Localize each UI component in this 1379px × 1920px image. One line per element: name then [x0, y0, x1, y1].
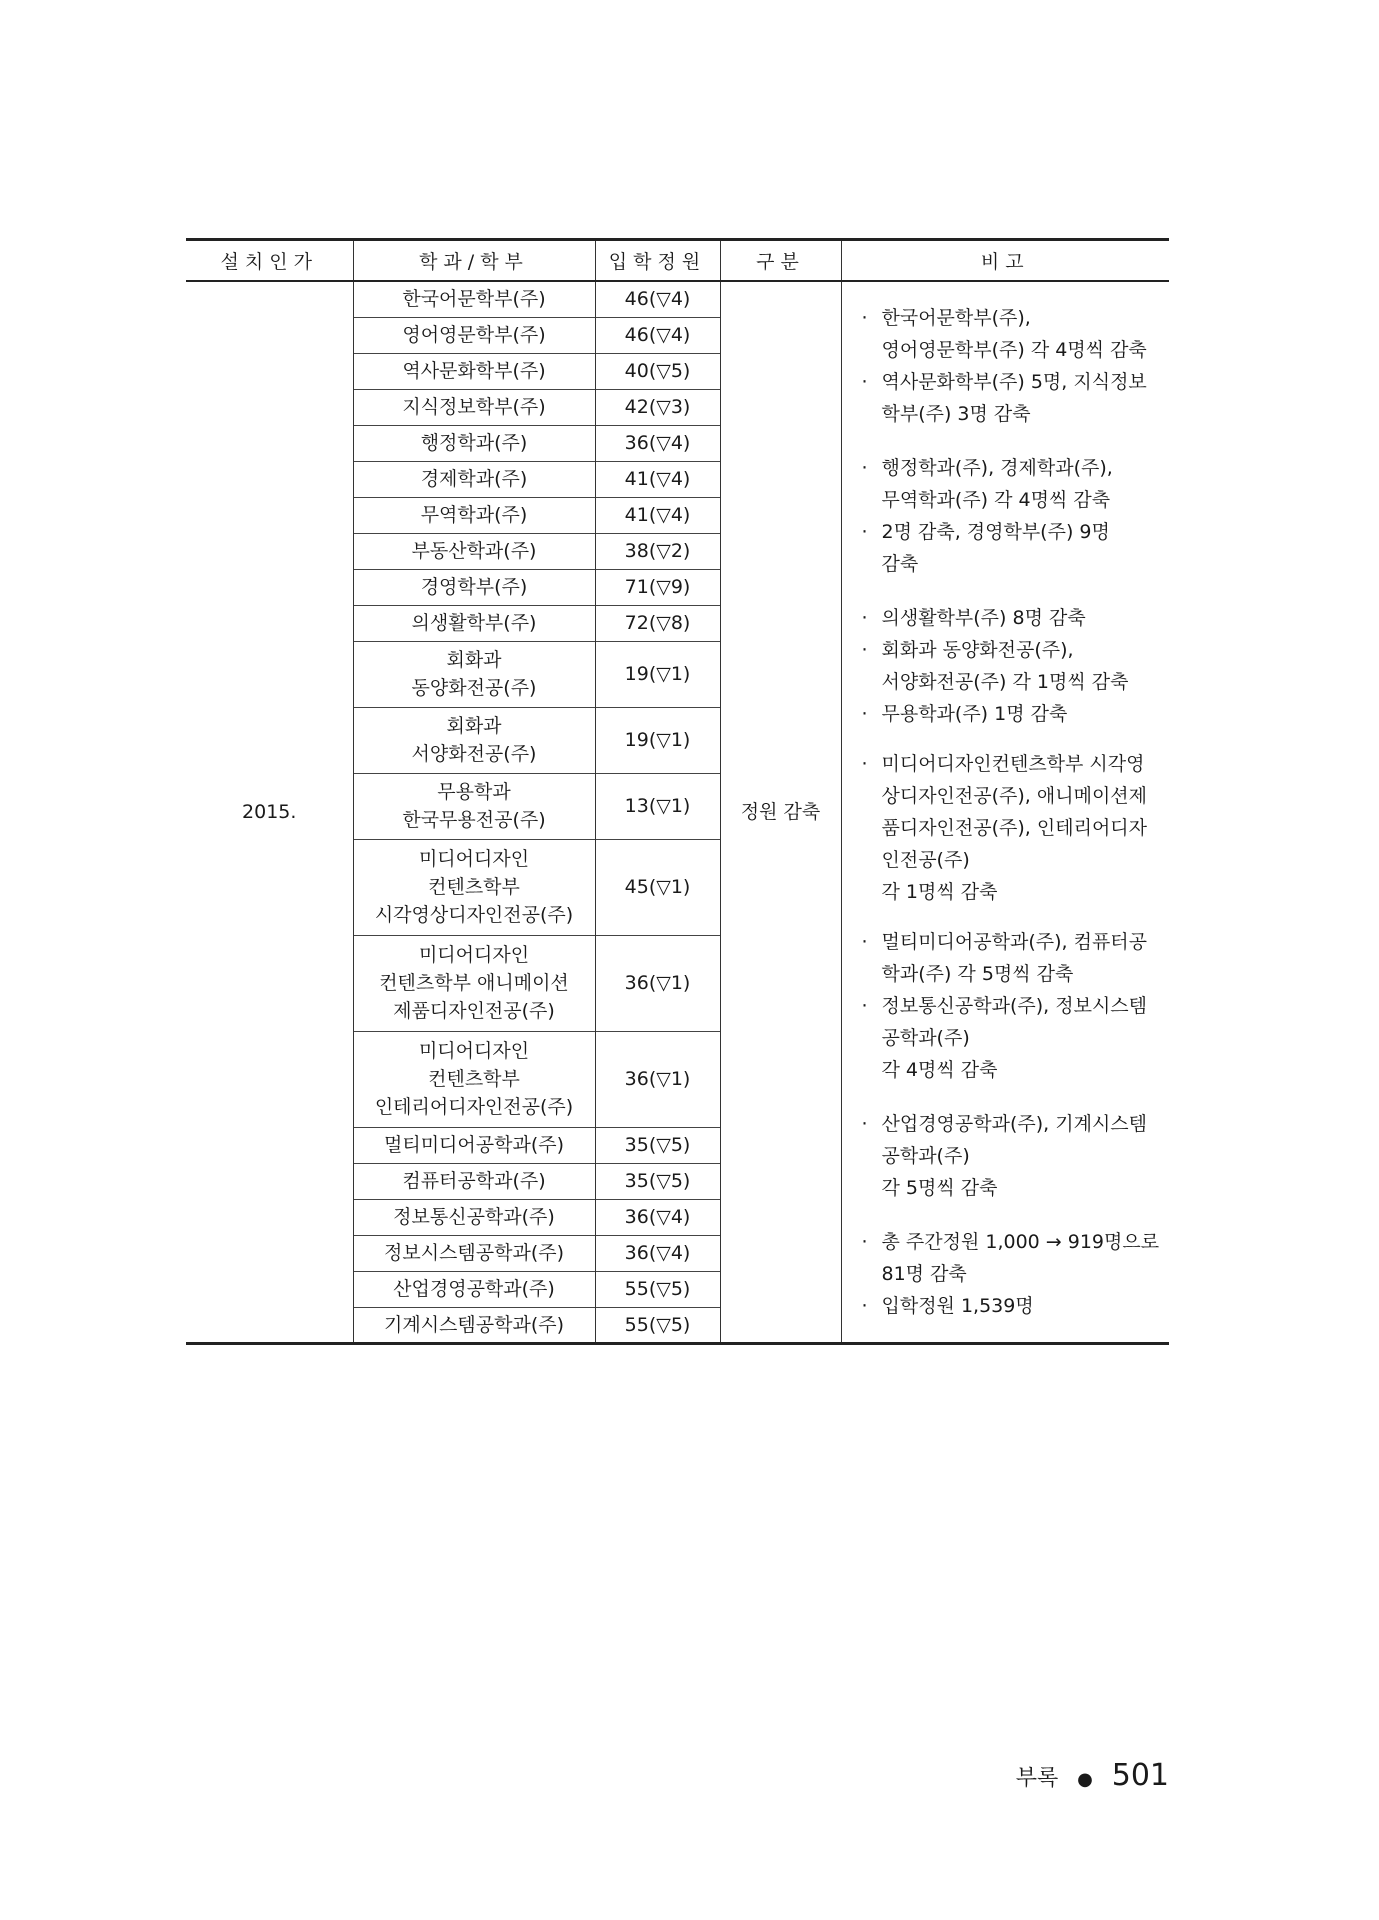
remark-text: 회화과 동양화전공(주), 서양화전공(주) 각 1명씩 감축 [881, 639, 1129, 693]
bullet-icon: · [861, 995, 868, 1017]
department-cell: 경제학과(주) [353, 461, 595, 497]
remark-text: 의생활학부(주) 8명 감축 [881, 607, 1086, 629]
quota-cell: 13(▽1) [595, 773, 720, 839]
quota-cell: 55(▽5) [595, 1271, 720, 1307]
department-cell: 정보통신공학과(주) [353, 1199, 595, 1235]
remark-text: 역사문화학부(주) 5명, 지식정보 학부(주) 3명 감축 [881, 371, 1147, 425]
department-cell: 미디어디자인 컨텐츠학부 애니메이션 제품디자인전공(주) [353, 935, 595, 1031]
quota-cell: 41(▽4) [595, 497, 720, 533]
remark-group [860, 452, 1164, 580]
remarks-cell [841, 281, 1169, 1343]
department-cell: 정보시스템공학과(주) [353, 1235, 595, 1271]
quota-cell: 35(▽5) [595, 1163, 720, 1199]
remark-group [860, 1108, 1164, 1204]
remark-group [860, 602, 1164, 730]
page-footer [1016, 1758, 1169, 1793]
bullet-icon: · [861, 639, 868, 661]
department-cell: 역사문화학부(주) [353, 353, 595, 389]
remark-text: 멀티미디어공학과(주), 컴퓨터공 학과(주) 각 5명씩 감축 [881, 931, 1148, 985]
bullet-icon: · [861, 371, 868, 393]
department-cell: 멀티미디어공학과(주) [353, 1127, 595, 1163]
remark-group [860, 748, 1164, 908]
bullet-icon: · [861, 753, 868, 775]
quota-cell: 19(▽1) [595, 641, 720, 707]
quota-table [186, 238, 1169, 1345]
remark-text: 총 주간정원 1,000 → 919명으로 81명 감축 [881, 1231, 1160, 1285]
bullet-icon: · [861, 307, 868, 329]
department-cell: 행정학과(주) [353, 425, 595, 461]
remark-text: 입학정원 1,539명 [881, 1295, 1034, 1317]
quota-cell: 19(▽1) [595, 707, 720, 773]
quota-table-wrapper [186, 238, 1169, 1345]
quota-cell: 36(▽4) [595, 1199, 720, 1235]
remark-item [860, 366, 1164, 430]
quota-cell: 36(▽4) [595, 425, 720, 461]
department-cell: 기계시스템공학과(주) [353, 1307, 595, 1343]
department-cell: 지식정보학부(주) [353, 389, 595, 425]
remark-item [860, 1226, 1164, 1290]
approval-year-cell: 2015. [186, 281, 353, 1343]
bullet-icon: · [861, 607, 868, 629]
table-body [186, 281, 1169, 1343]
footer-bullet-icon: ● [1077, 1769, 1093, 1790]
header-department: 학과/학부 [353, 240, 595, 282]
table-header-row [186, 240, 1169, 282]
remark-text: 산업경영공학과(주), 기계시스템 공학과(주) 각 5명씩 감축 [881, 1113, 1148, 1199]
remark-text: 정보통신공학과(주), 정보시스템 공학과(주) 각 4명씩 감축 [881, 995, 1148, 1081]
remark-text: 2명 감축, 경영학부(주) 9명 감축 [881, 521, 1110, 575]
department-cell: 컴퓨터공학과(주) [353, 1163, 595, 1199]
department-cell: 한국어문학부(주) [353, 281, 595, 317]
quota-cell: 71(▽9) [595, 569, 720, 605]
remark-item [860, 602, 1164, 634]
remark-group [860, 302, 1164, 430]
remark-item [860, 302, 1164, 366]
remark-item [860, 516, 1164, 580]
remark-item [860, 1108, 1164, 1204]
remark-group [860, 1226, 1164, 1322]
quota-cell: 40(▽5) [595, 353, 720, 389]
remark-item [860, 452, 1164, 516]
bullet-icon: · [861, 1113, 868, 1135]
quota-cell: 38(▽2) [595, 533, 720, 569]
remark-group [860, 926, 1164, 1086]
page-number: 501 [1111, 1758, 1169, 1793]
quota-cell: 35(▽5) [595, 1127, 720, 1163]
department-cell: 무역학과(주) [353, 497, 595, 533]
department-cell: 미디어디자인 컨텐츠학부 시각영상디자인전공(주) [353, 839, 595, 935]
quota-cell: 36(▽1) [595, 1031, 720, 1127]
quota-cell: 55(▽5) [595, 1307, 720, 1343]
department-cell: 부동산학과(주) [353, 533, 595, 569]
quota-cell: 36(▽1) [595, 935, 720, 1031]
department-cell: 경영학부(주) [353, 569, 595, 605]
remark-item [860, 1290, 1164, 1322]
bullet-icon: · [861, 1231, 868, 1253]
bullet-icon: · [861, 521, 868, 543]
bullet-icon: · [861, 1295, 868, 1317]
header-category: 구분 [720, 240, 841, 282]
footer-label: 부록 [1015, 1766, 1059, 1791]
remark-text: 무용학과(주) 1명 감축 [881, 703, 1068, 725]
quota-cell: 46(▽4) [595, 281, 720, 317]
remark-text: 행정학과(주), 경제학과(주), 무역학과(주) 각 4명씩 감축 [881, 457, 1113, 511]
remark-item [860, 926, 1164, 990]
remark-text: 한국어문학부(주), 영어영문학부(주) 각 4명씩 감축 [881, 307, 1147, 361]
quota-cell: 42(▽3) [595, 389, 720, 425]
quota-cell: 45(▽1) [595, 839, 720, 935]
department-cell: 산업경영공학과(주) [353, 1271, 595, 1307]
category-cell: 정원 감축 [720, 281, 841, 1343]
quota-cell: 46(▽4) [595, 317, 720, 353]
remark-text: 미디어디자인컨텐츠학부 시각영 상디자인전공(주), 애니메이션제 품디자인전공(주), 인테리어디자 인전공(주) 각 1명씩 감축 [881, 753, 1148, 903]
bullet-icon: · [861, 457, 868, 479]
quota-cell: 72(▽8) [595, 605, 720, 641]
remark-item [860, 990, 1164, 1086]
header-quota: 입학정원 [595, 240, 720, 282]
department-cell: 무용학과 한국무용전공(주) [353, 773, 595, 839]
header-approval: 설치인가 [186, 240, 353, 282]
department-cell: 영어영문학부(주) [353, 317, 595, 353]
bullet-icon: · [861, 703, 868, 725]
quota-cell: 41(▽4) [595, 461, 720, 497]
department-cell: 회화과 동양화전공(주) [353, 641, 595, 707]
remark-item [860, 634, 1164, 698]
department-cell: 미디어디자인 컨텐츠학부 인테리어디자인전공(주) [353, 1031, 595, 1127]
department-cell: 의생활학부(주) [353, 605, 595, 641]
quota-cell: 36(▽4) [595, 1235, 720, 1271]
remark-item [860, 748, 1164, 908]
table-row [186, 281, 1169, 317]
header-remarks: 비고 [841, 240, 1169, 282]
remark-item [860, 698, 1164, 730]
department-cell: 회화과 서양화전공(주) [353, 707, 595, 773]
bullet-icon: · [861, 931, 868, 953]
